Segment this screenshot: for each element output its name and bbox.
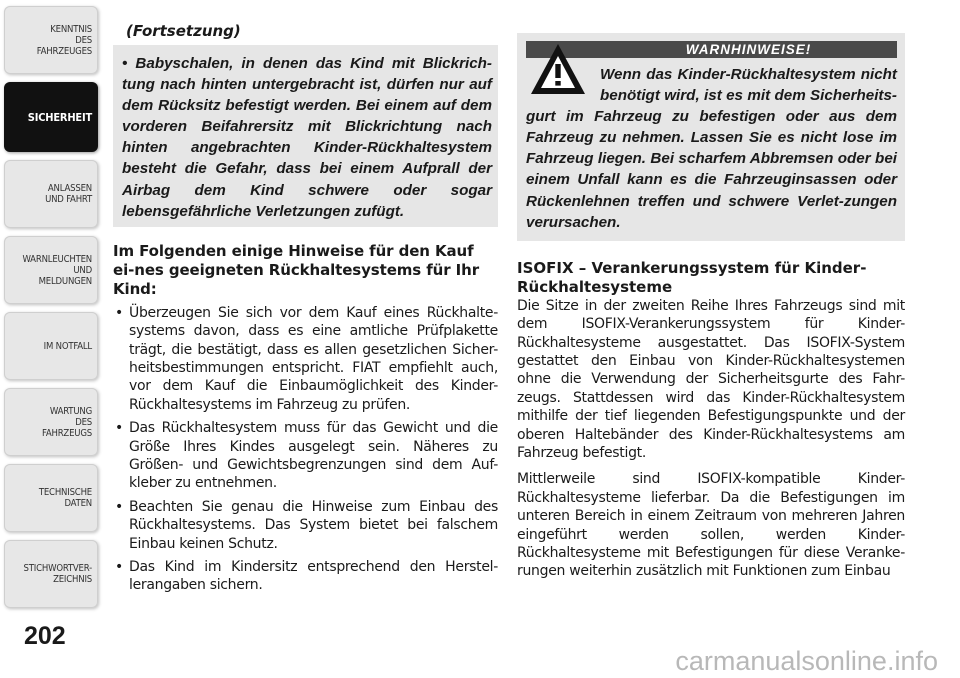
- tab-warnleuchten-und-meldungen[interactable]: WARNLEUCHTEN UND MELDUNGEN: [4, 236, 98, 304]
- warning-triangle-icon: [526, 39, 590, 99]
- left-column: [113, 22, 498, 600]
- watermark: carmanualsonline.info: [675, 646, 938, 676]
- tab-wartung-des-fahrzeugs[interactable]: WARTUNG DES FAHRZEUGS: [4, 388, 98, 456]
- isofix-paragraph-2: Mittlerweile sind ISOFIX-kompatible Kinder-Rückhaltesysteme lieferbar. Da die Befestigungen im unteren Bereich in einem Zeitraum von mehreren Jahren eingeführt werden sollen, werden Kinder-Rückhaltesysteme mit Befestigungen für diese Veranke-rungen weiterhin zusätzlich mit Funktionen zum Einbau: [517, 471, 905, 580]
- isofix-heading: ISOFIX – Verankerungssystem für Kinder-Rückhaltesysteme: [517, 258, 867, 296]
- list-item: • Beachten Sie genau die Hinweise zum Einbau des Rückhaltesystems. Das System bietet bei falschem Einbau keinen Schutz.: [113, 498, 498, 553]
- warning-box: [517, 33, 905, 241]
- section-heading: Im Folgenden einige Hinweise für den Kauf ei-nes geeigneten Rückhaltesystems für Ihr Kind:: [113, 241, 480, 298]
- continuation-label: (Fortsetzung): [126, 22, 241, 40]
- warning-text: Wenn das Kinder-Rückhaltesystem nicht benötigt wird, ist es mit dem Sicherheits-gurt im Fahrzeug zu befestigen oder aus dem Fahrzeug zu nehmen. Lassen Sie es nicht lose im Fahrzeug liegen. Bei scharfem Abbremsen oder bei einem Unfall kann es die Fahrzeuginsassen oder Rückenlehnen treffen und schwere Verlet-zungen verursachen.: [526, 66, 897, 231]
- list-item: • Das Kind im Kindersitz entsprechend den Herstel-lerangaben sichern.: [113, 558, 498, 595]
- right-column: [517, 33, 905, 581]
- tab-technische-daten[interactable]: TECHNISCHE DATEN: [4, 464, 98, 532]
- page-number: 202: [24, 622, 66, 650]
- advice-list: [113, 304, 498, 595]
- tab-kenntnis-des-fahrzeuges[interactable]: KENNTNIS DES FAHRZEUGES: [4, 6, 98, 74]
- tab-stichwortverzeichnis[interactable]: STICHWORTVER- ZEICHNIS: [4, 540, 98, 608]
- list-item: • Das Rückhaltesystem muss für das Gewicht und die Größe Ihres Kindes ausgelegt sein. Näheres zu Größen- und Gewichtsbegrenzungen sind dem Auf-kleber zu entnehmen.: [113, 419, 498, 493]
- warning-continuation-box: [113, 45, 498, 227]
- tab-sicherheit[interactable]: SICHERHEIT: [4, 82, 98, 152]
- list-item: • Überzeugen Sie sich vor dem Kauf eines Rückhalte-systems davon, dass es eine amtliche Prüfplakette trägt, die bestätigt, dass es allen gesetzlichen Sicher-heitsbestimmungen entspricht. FIAT empfiehlt auch, vor dem Kauf die Einbaumöglichkeit des Kinder-Rückhaltesystems im Fahrzeug zu prüfen.: [113, 304, 498, 414]
- warning-title: WARNHINWEISE!: [526, 41, 897, 58]
- tab-anlassen-und-fahrt[interactable]: ANLASSEN UND FAHRT: [4, 160, 98, 228]
- warning-bullet-text: • Babyschalen, in denen das Kind mit Blickrich-tung nach hinten untergebracht ist, dürfen nur auf dem Rücksitz befestigt werden. Bei einem auf dem vorderen Beifahrersitz mit Blickrichtung nach hinten angebrachten Kinder-Rückhaltesystem besteht die Gefahr, dass bei einem Aufprall der Airbag dem Kind schwere oder sogar lebensgefährliche Verletzungen zufügt.: [122, 55, 492, 220]
- isofix-paragraph-1: Die Sitze in der zweiten Reihe Ihres Fahrzeugs sind mit dem ISOFIX-Verankerungssystem für Kinder-Rückhaltesysteme ausgestattet. Das ISOFIX-System gestattet den Einbau von Kinder-Rückhaltesystemen ohne die Verwendung der Sicherheitsgurte des Fahr-zeugs. Stattdessen wird das Kinder-Rückhaltesystem mithilfe der tief liegenden Befestigungspunkte und der oberen Haltebänder des Kinder-Rückhaltesystems am Fahrzeug befestigt.: [517, 297, 905, 461]
- chapter-tabs: [0, 0, 104, 620]
- tab-im-notfall[interactable]: IM NOTFALL: [4, 312, 98, 380]
